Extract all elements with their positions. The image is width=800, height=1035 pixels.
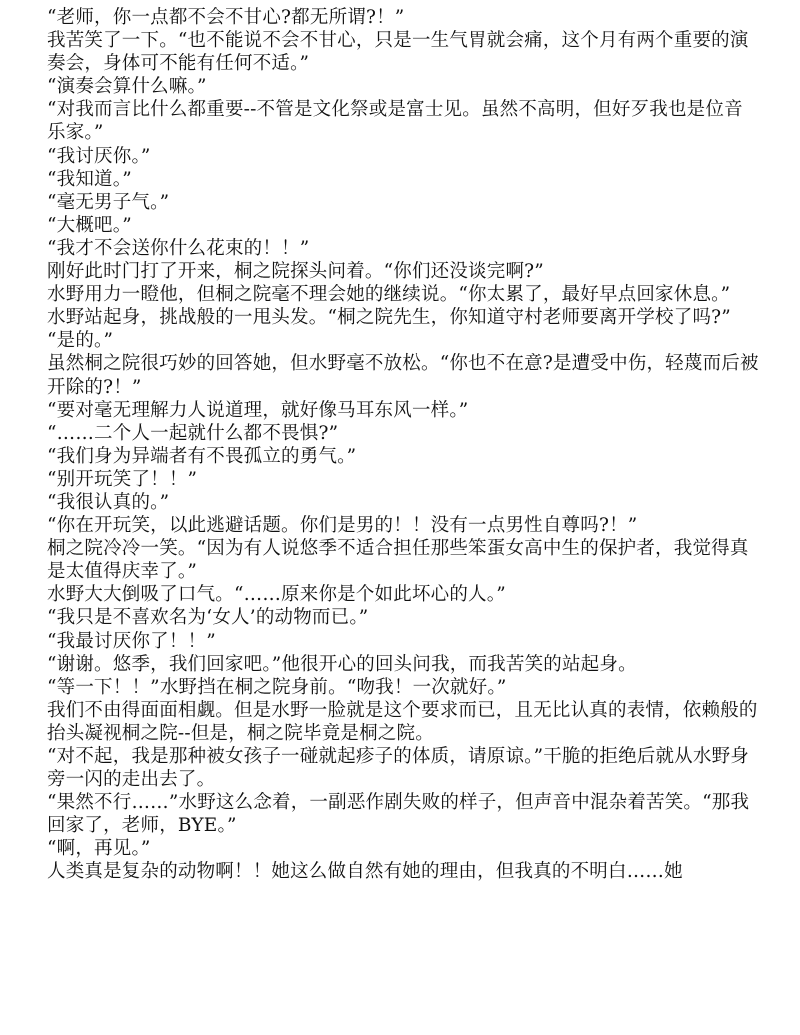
paragraph: “我才不会送你什么花束的！！” xyxy=(47,237,310,259)
paragraph: 水野站起身，挑战般的一甩头发。“桐之院先生，你知道守村老师要离开学校了吗?” xyxy=(47,307,731,329)
paragraph: “老师，你一点都不会不甘心?都无所谓?！” xyxy=(47,7,405,28)
paragraph: “我很认真的。” xyxy=(47,491,170,513)
paragraph: 桐之院冷冷一笑。“因为有人说悠季不适合担任那些笨蛋女高中生的保护者，我觉得真是太值得庆幸了。” xyxy=(47,538,749,583)
paragraph: 刚好此时门打了开来，桐之院探头问着。“你们还没谈完啊?” xyxy=(47,261,544,283)
paragraph: 人类真是复杂的动物啊！！她这么做自然有她的理由，但我真的不明白……她 xyxy=(47,861,683,883)
paragraph: “对我而言比什么都重要--不管是文化祭或是富士见。虽然不高明，但好歹我也是位音乐家。” xyxy=(47,99,743,144)
paragraph: 水野大大倒吸了口气。“……原来你是个如此坏心的人。” xyxy=(47,584,506,606)
paragraph: “我最讨厌你了！！” xyxy=(47,630,216,652)
paragraph: “等一下！！”水野挡在桐之院身前。“吻我！一次就好。” xyxy=(47,676,507,698)
paragraph: “你在开玩笑，以此逃避话题。你们是男的！！没有一点男性自尊吗?！” xyxy=(47,515,638,537)
paragraph: “大概吧。” xyxy=(47,214,132,236)
paragraph: “毫无男子气。” xyxy=(47,191,170,213)
paragraph: “果然不行……”水野这么念着，一副恶作剧失败的样子，但声音中混杂着苦笑。“那我回家了，老师，BYE。” xyxy=(47,792,750,837)
paragraph: “别开玩笑了！！” xyxy=(47,468,198,490)
paragraph: “我讨厌你。” xyxy=(47,145,151,167)
paragraph: “我知道。” xyxy=(47,168,132,190)
paragraph: “啊，再见。” xyxy=(47,838,151,860)
paragraph: “对不起，我是那种被女孩子一碰就起疹子的体质，请原谅。”干脆的拒绝后就从水野身旁一闪的走出去了。 xyxy=(47,746,749,791)
paragraph: “我只是不喜欢名为‘女人’的动物而已。” xyxy=(47,607,369,629)
paragraph: 虽然桐之院很巧妙的回答她，但水野毫不放松。“你也不在意?是遭受中伤，轻蔑而后被开除的?！” xyxy=(47,353,759,398)
paragraph: 我们不由得面面相觑。但是水野一脸就是这个要求而已，且无比认真的表情，依赖般的抬头凝视桐之院--但是，桐之院毕竟是桐之院。 xyxy=(47,699,758,744)
paragraph: “我们身为异端者有不畏孤立的勇气。” xyxy=(47,445,357,467)
paragraph: “谢谢。悠季，我们回家吧。”他很开心的回头问我，而我苦笑的站起身。 xyxy=(47,653,637,675)
paragraph: 我苦笑了一下。“也不能说不会不甘心，只是一生气胃就会痛，这个月有两个重要的演奏会，身体可不能有任何不适。” xyxy=(47,30,749,75)
paragraph: 水野用力一瞪他，但桐之院毫不理会她的继续说。“你太累了，最好早点回家休息。” xyxy=(47,284,731,306)
paragraph: “是的。” xyxy=(47,330,114,352)
paragraph: “演奏会算什么嘛。” xyxy=(47,76,207,98)
paragraph: “……二个人一起就什么都不畏惧?” xyxy=(47,422,339,444)
paragraph: “要对毫无理解力人说道理，就好像马耳东风一样。” xyxy=(47,399,469,421)
document-body xyxy=(47,6,759,884)
